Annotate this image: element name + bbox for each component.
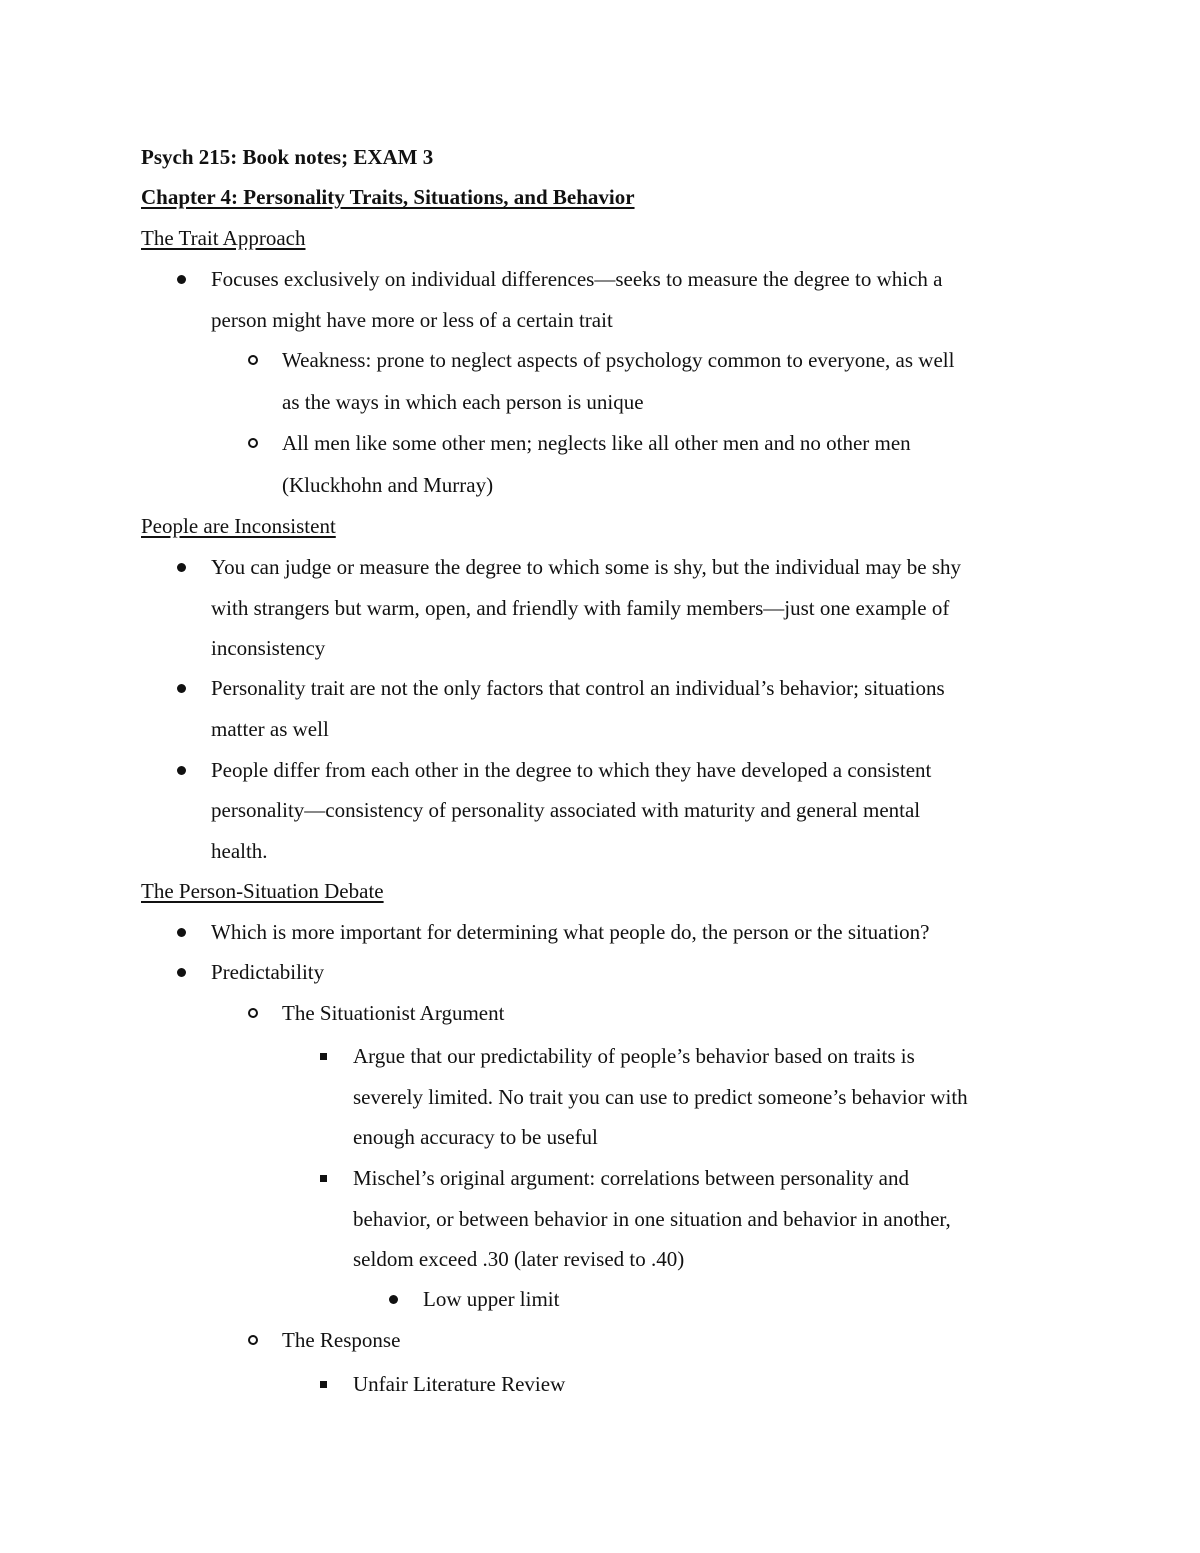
list-item-continuation: personality—consistency of personality associated with maturity and general mental	[211, 798, 921, 822]
list-item: Unfair Literature Review	[353, 1372, 566, 1396]
list-item-continuation: behavior, or between behavior in one situation and behavior in another,	[353, 1207, 951, 1231]
list-item-continuation: seldom exceed .30 (later revised to .40)	[353, 1247, 685, 1271]
bullet-square-icon	[313, 1164, 333, 1192]
bullet-ring-icon	[243, 429, 263, 457]
bullet-ring-icon	[243, 999, 263, 1027]
bullet-dot-icon	[171, 265, 191, 293]
bullet-dot-icon	[171, 553, 191, 581]
list-item-continuation: person might have more or less of a certain trait	[211, 308, 613, 332]
section-heading-person-situation: The Person-Situation Debate	[141, 879, 384, 903]
list-item-continuation: severely limited. No trait you can use to predict someone’s behavior with	[353, 1085, 968, 1109]
list-item: All men like some other men; neglects like all other men and no other men	[282, 431, 911, 455]
bullet-square-icon	[313, 1370, 333, 1398]
list-item-continuation: with strangers but warm, open, and friendly with family members—just one example of	[211, 596, 950, 620]
list-item-continuation: (Kluckhohn and Murray)	[282, 473, 494, 497]
list-item: Focuses exclusively on individual differences—seeks to measure the degree to which a	[211, 267, 943, 291]
list-item-continuation: enough accuracy to be useful	[353, 1125, 598, 1149]
list-item: Which is more important for determining what people do, the person or the situation?	[211, 920, 930, 944]
bullet-square-icon	[313, 1042, 333, 1070]
section-heading-trait-approach: The Trait Approach	[141, 226, 306, 250]
list-item: Argue that our predictability of people’s behavior based on traits is	[353, 1044, 915, 1068]
bullet-ring-icon	[243, 1326, 263, 1354]
list-item-continuation: matter as well	[211, 717, 329, 741]
bullet-dot-icon	[171, 918, 191, 946]
list-item: Predictability	[211, 960, 325, 984]
list-item: The Situationist Argument	[282, 1001, 505, 1025]
list-item-continuation: inconsistency	[211, 636, 326, 660]
list-item: You can judge or measure the degree to which some is shy, but the individual may be shy	[211, 555, 962, 579]
list-item: The Response	[282, 1328, 401, 1352]
document-title: Psych 215: Book notes; EXAM 3	[141, 145, 434, 169]
chapter-heading: Chapter 4: Personality Traits, Situations, and Behavior	[141, 185, 635, 209]
section-heading-people-inconsistent: People are Inconsistent	[141, 514, 336, 538]
list-item: People differ from each other in the degree to which they have developed a consistent	[211, 758, 932, 782]
bullet-dot-icon	[383, 1285, 403, 1313]
list-item: Weakness: prone to neglect aspects of psychology common to everyone, as well	[282, 348, 955, 372]
bullet-dot-icon	[171, 958, 191, 986]
list-item-continuation: health.	[211, 839, 268, 863]
bullet-dot-icon	[171, 756, 191, 784]
list-item: Mischel’s original argument: correlations between personality and	[353, 1166, 909, 1190]
list-item-continuation: as the ways in which each person is unique	[282, 390, 644, 414]
list-item: Low upper limit	[423, 1287, 560, 1311]
bullet-ring-icon	[243, 346, 263, 374]
list-item: Personality trait are not the only factors that control an individual’s behavior; situations	[211, 676, 945, 700]
bullet-dot-icon	[171, 674, 191, 702]
